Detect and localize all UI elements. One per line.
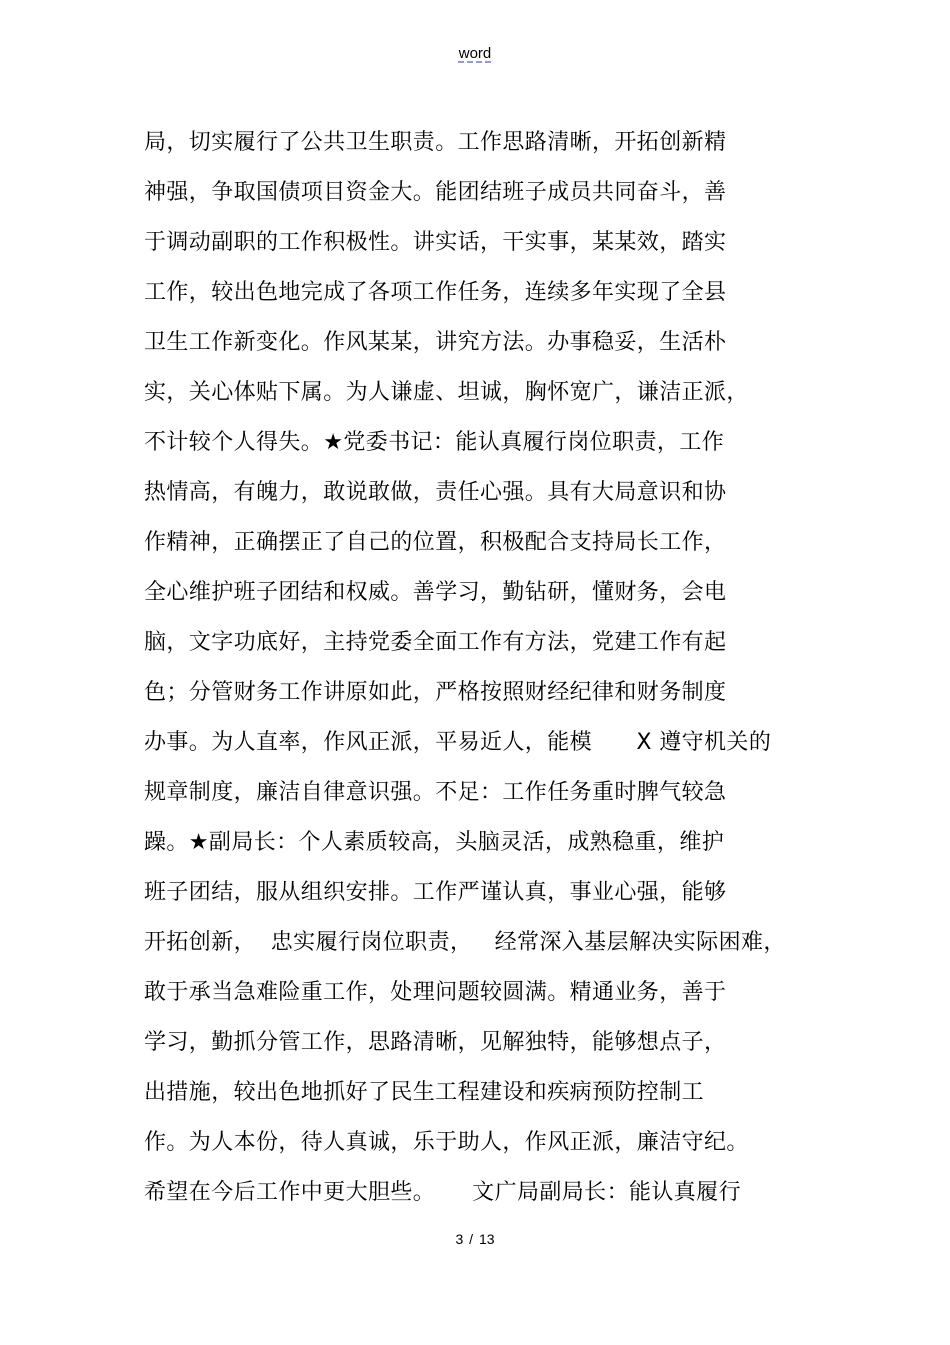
header-title: word [458,45,492,62]
page-number: 3 / 13 [455,1231,495,1247]
text-line: 全心维护班子团结和权威。善学习，勤钻研，懂财务，会电 [144,580,727,605]
text-line: 卫生工作新变化。作风某某，讲究方法。办事稳妥，生活朴 [144,330,727,355]
text-line: 作。为人本份，待人真诚，乐于助人，作风正派，廉洁守纪。 [144,1130,749,1155]
text-line: 学习，勤抓分管工作，思路清晰，见解独特，能够想点子， [144,1030,727,1055]
text-line: 办事。为人直率，作风正派，平易近人，能模 X 遵守机关的 [144,730,772,755]
page-header [0,44,950,64]
text-line: 于调动副职的工作积极性。讲实话，干实事，某某效，踏实 [144,230,727,255]
text-line: 躁。★副局长：个人素质较高，头脑灵活，成熟稳重，维护 [144,830,725,855]
text-line: 实，关心体贴下属。为人谦虚、坦诚，胸怀宽广，谦洁正派， [144,380,749,405]
text-line: 脑，文字功底好，主持党委全面工作有方法，党建工作有起 [144,630,727,655]
text-line: 希望在今后工作中更大胆些。 文广局副局长：能认真履行 [144,1180,741,1205]
text-line: 班子团结，服从组织安排。工作严谨认真，事业心强，能够 [144,880,727,905]
text-line: 神强，争取国债项目资金大。能团结班子成员共同奋斗，善 [144,180,727,205]
text-line: 作精神，正确摆正了自己的位置，积极配合支持局长工作， [144,530,727,555]
page-footer [0,1229,950,1249]
text-line: 出措施，较出色地抓好了民生工程建设和疾病预防控制工 [144,1080,705,1105]
text-line: 局，切实履行了公共卫生职责。工作思路清晰，开拓创新精 [144,130,727,155]
text-line: 开拓创新， 忠实履行岗位职责， 经常深入基层解决实际困难， [144,930,786,955]
text-line: 色；分管财务工作讲原如此，严格按照财经纪律和财务制度 [144,680,727,705]
text-line: 规章制度，廉洁自律意识强。不足：工作任务重时脾气较急 [144,780,727,805]
text-line: 热情高，有魄力，敢说敢做，责任心强。具有大局意识和协 [144,480,727,505]
text-line: 敢于承当急难险重工作，处理问题较圆满。精通业务，善于 [144,980,727,1005]
body-text [144,123,844,1223]
text-line: 工作，较出色地完成了各项工作任务，连续多年实现了全县 [144,280,727,305]
text-line: 不计较个人得失。★党委书记：能认真履行岗位职责，工作 [144,430,725,455]
